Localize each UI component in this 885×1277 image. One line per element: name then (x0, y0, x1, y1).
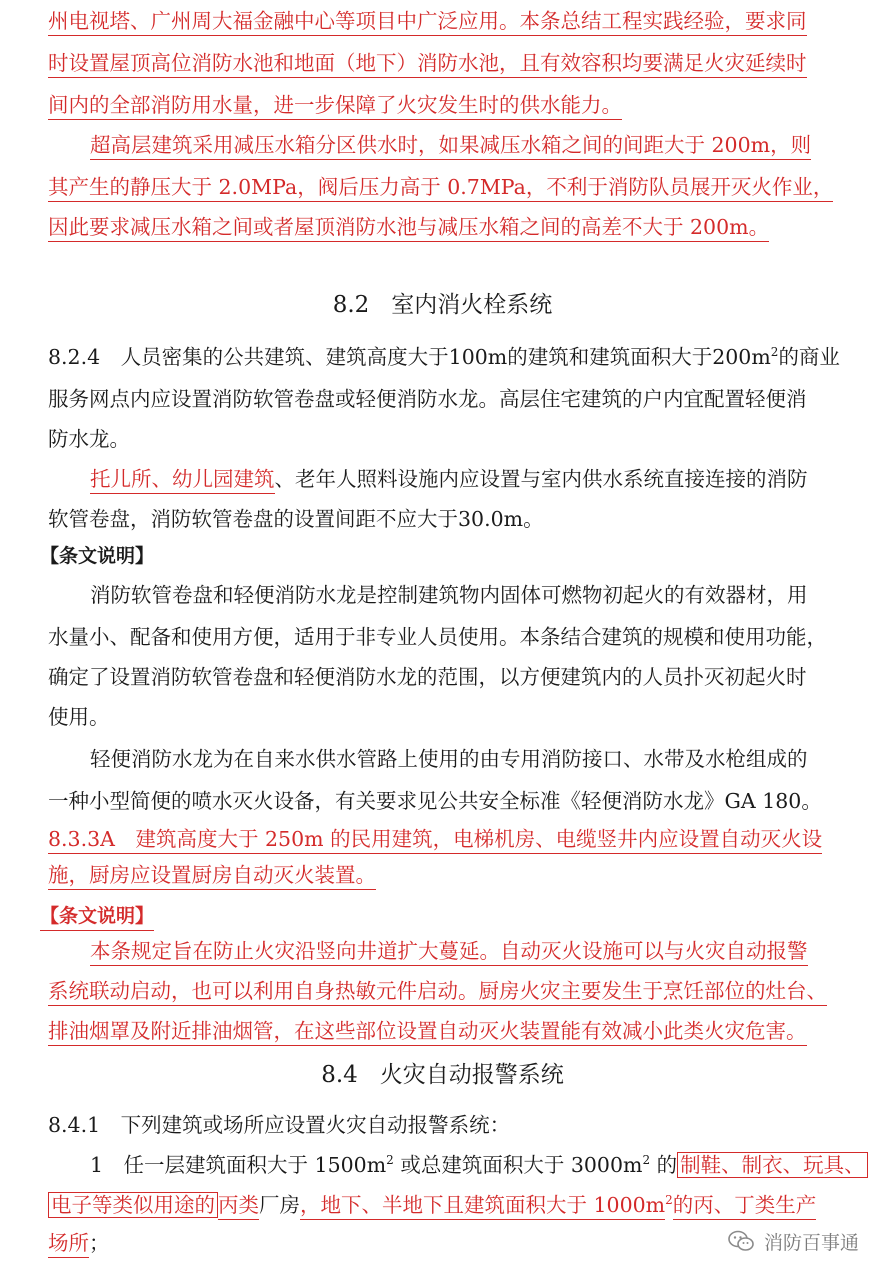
text-line: 防水龙。 (48, 427, 130, 451)
text-line: 确定了设置消防软管卷盘和轻便消防水龙的范围，以方便建筑内的人员扑灭初起火时 (48, 665, 807, 689)
text-line: 其产生的静压大于 2.0MPa，阀后压力高于 0.7MPa，不利于消防队员展开灭火作业， (48, 172, 838, 202)
text-line: 因此要求减压水箱之间或者屋顶消防水池与减压水箱之间的高差不大于 200m。 (48, 212, 838, 242)
text-line: 消防软管卷盘和轻便消防水龙是控制建筑物内固体可燃物初起火的有效器材，用 (90, 583, 808, 607)
explanation-label: 【条文说明】 (40, 545, 155, 567)
text-line: 轻便消防水龙为在自来水供水管路上使用的由专用消防接口、水带及水枪组成的 (90, 747, 808, 771)
text-line: 托儿所、幼儿园建筑、老年人照料设施内应设置与室内供水系统直接连接的消防 (90, 464, 838, 494)
text-line: 8.3.3A 建筑高度大于 250m 的民用建筑，电梯机房、电缆竖井内应设置自动灭火设 (48, 824, 838, 854)
text-line: 一种小型简便的喷水灭火设备，有关要求见公共安全标准《轻便消防水龙》GA 180。 (48, 789, 822, 813)
text-line: 排油烟罩及附近排油烟管，在这些部位设置自动灭火装置能有效减小此类火灾危害。 (48, 1016, 838, 1046)
text-line: 施，厨房应设置厨房自动灭火装置。 (48, 860, 838, 890)
text-line: 8.2.4 人员密集的公共建筑、建筑高度大于100m的建筑和建筑面积大于$200m^2$的商业 (48, 345, 840, 369)
wechat-icon (726, 1226, 756, 1256)
text-line: 本条规定旨在防止火灾沿竖向井道扩大蔓延。自动灭火设施可以与火灾自动报警 (90, 936, 838, 966)
section-heading: 8.4 火灾自动报警系统 (321, 1062, 564, 1088)
text-line: 时设置屋顶高位消防水池和地面（地下）消防水池，且有效容积均要满足火灾延续时 (48, 48, 838, 78)
text-line: 超高层建筑采用减压水箱分区供水时，如果减压水箱之间的间距大于 200m，则 (90, 130, 838, 160)
text-line: 软管卷盘，消防软管卷盘的设置间距不应大于30.0m。 (48, 507, 544, 531)
text-line: 8.4.1 下列建筑或场所应设置火灾自动报警系统： (48, 1113, 511, 1137)
text-line: 间内的全部消防用水量，进一步保障了火灾发生时的供水能力。 (48, 90, 838, 120)
watermark (726, 1226, 859, 1256)
text-line: 1 任一层建筑面积大于 $1500m^2$ 或总建筑面积大于 $3000m^2$ 的 制鞋、制衣、玩具、 (90, 1150, 838, 1180)
text-line: 场所； (48, 1228, 838, 1258)
text-line: 使用。 (48, 705, 110, 729)
text-line: 服务网点内应设置消防软管卷盘或轻便消防水龙。高层住宅建筑的户内宜配置轻便消 (48, 387, 807, 411)
explanation-label: 【条文说明】 (40, 900, 830, 930)
section-heading: 8.2 室内消火栓系统 (332, 292, 553, 318)
text-line: 水量小、配备和使用方便，适用于非专业人员使用。本条结合建筑的规模和使用功能， (48, 625, 827, 649)
text-line: 系统联动启动，也可以利用自身热敏元件启动。厨房火灾主要发生于烹饪部位的灶台、 (48, 976, 838, 1006)
text-line: 州电视塔、广州周大福金融中心等项目中广泛应用。本条总结工程实践经验，要求同 (48, 6, 838, 36)
text-line: 电子等类似用途的 丙类厂房，地下、半地下且建筑面积大于 $1000m^2$的丙、丁类生产 (48, 1190, 838, 1220)
watermark-text: 消防百事通 (763, 1231, 859, 1254)
